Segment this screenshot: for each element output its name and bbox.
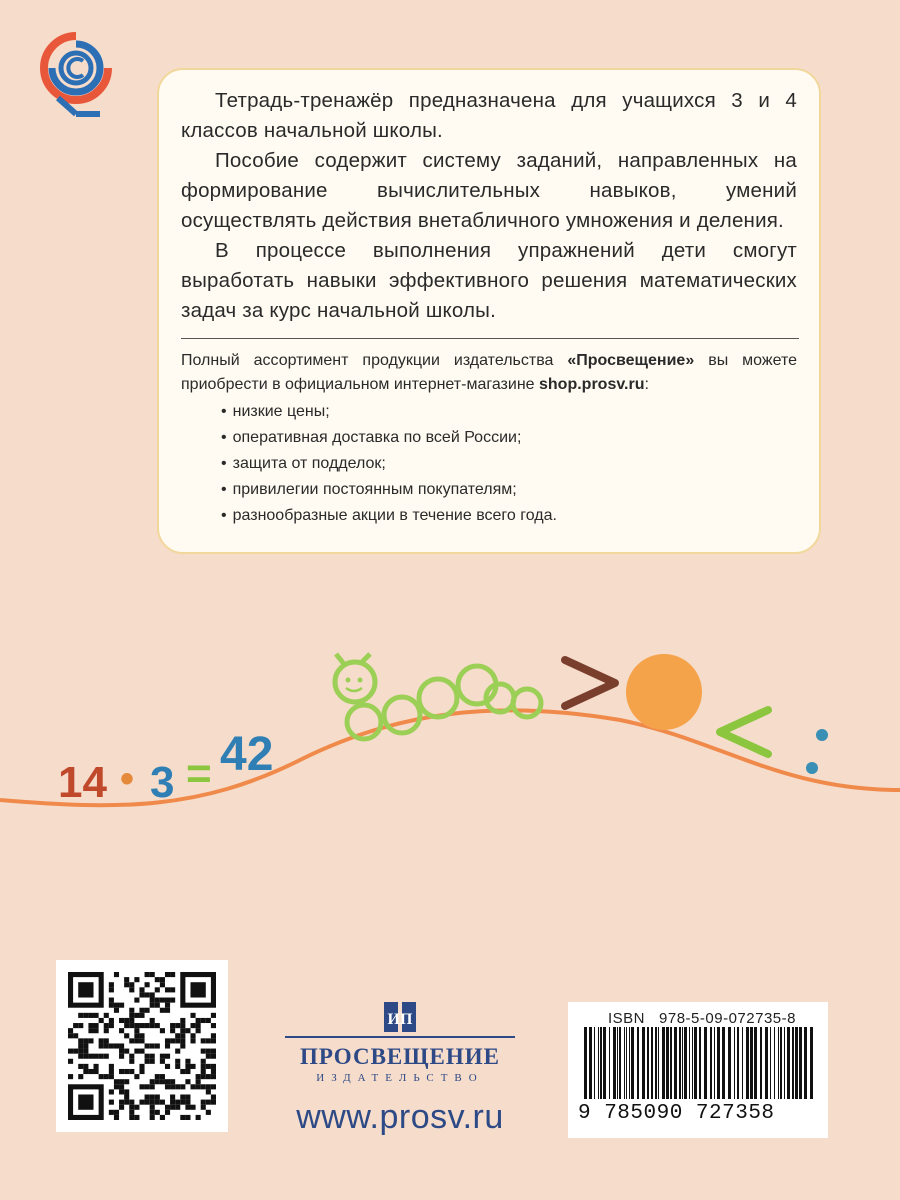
caterpillar-icon	[335, 654, 541, 739]
publisher-website[interactable]: www.prosv.ru	[296, 1098, 504, 1136]
qr-code	[56, 960, 228, 1132]
less-than-sign	[720, 710, 768, 754]
publisher-block	[280, 1000, 520, 1140]
benefit-item: • защита от подделок;	[221, 451, 797, 477]
publisher-name: ПРОСВЕЩЕНИЕ	[300, 1044, 500, 1069]
benefit-item: • разнообразные акции в течение всего года.	[221, 503, 797, 529]
barcode-box	[568, 1002, 828, 1138]
isbn-number: 978-5-09-072735-8	[659, 1010, 796, 1027]
publisher-subtitle: ИЗДАТЕЛЬСТВО	[316, 1072, 484, 1084]
equation-a: 14	[58, 758, 107, 807]
isbn-label: ISBN	[608, 1010, 646, 1027]
benefit-item: • привилегии постоянным покупателям;	[221, 477, 797, 503]
wave-line	[0, 710, 900, 805]
emblem-letters: ИП	[387, 1011, 413, 1028]
equation-result: 42	[220, 728, 274, 781]
store-publisher-name: «Просвещение»	[567, 352, 695, 369]
description-paragraph-3: В процессе выполнения упражнений дети смогут выработать навыки эффективного решения математических задач за курс начальной школы.	[181, 239, 797, 322]
description-paragraph-2: Пособие содержит систему заданий, направленных на формирование вычислительных навыков, умений осуществлять действия внетабличного умножения и деления.	[181, 149, 797, 232]
store-info	[181, 349, 797, 397]
equation-operator: •	[120, 757, 135, 801]
info-box	[157, 68, 821, 554]
shop-link[interactable]: shop.prosv.ru	[539, 376, 645, 393]
math-illustration	[0, 640, 900, 840]
barcode-icon	[578, 1027, 818, 1099]
benefits-list	[181, 399, 797, 529]
equation-b: 3	[150, 758, 175, 807]
description-paragraph-1: Тетрадь-тренажёр предназначена для учащихся 3 и 4 классов начальной школы.	[181, 89, 797, 142]
orange-circle	[626, 654, 702, 730]
colon-dot-top	[816, 729, 828, 741]
qr-code-icon	[68, 972, 216, 1120]
greater-than-sign	[565, 660, 615, 706]
publisher-rule	[285, 1036, 515, 1038]
store-text-after: :	[644, 376, 649, 393]
divider	[181, 338, 799, 339]
benefit-item: • низкие цены;	[221, 399, 797, 425]
publisher-emblem-icon	[380, 1000, 420, 1036]
store-text-middle: вы можете приобрести в официальном интернет-магазине	[181, 352, 797, 393]
isbn-line	[608, 1010, 818, 1027]
store-text-before: Полный ассортимент продукции издательства	[181, 352, 568, 369]
equation-equals: =	[186, 749, 212, 798]
series-logo-icon	[36, 28, 116, 118]
colon-dot-bottom	[806, 762, 818, 774]
benefit-item: • оперативная доставка по всей России;	[221, 425, 797, 451]
barcode-digits: 9 785090 727358	[578, 1102, 775, 1125]
